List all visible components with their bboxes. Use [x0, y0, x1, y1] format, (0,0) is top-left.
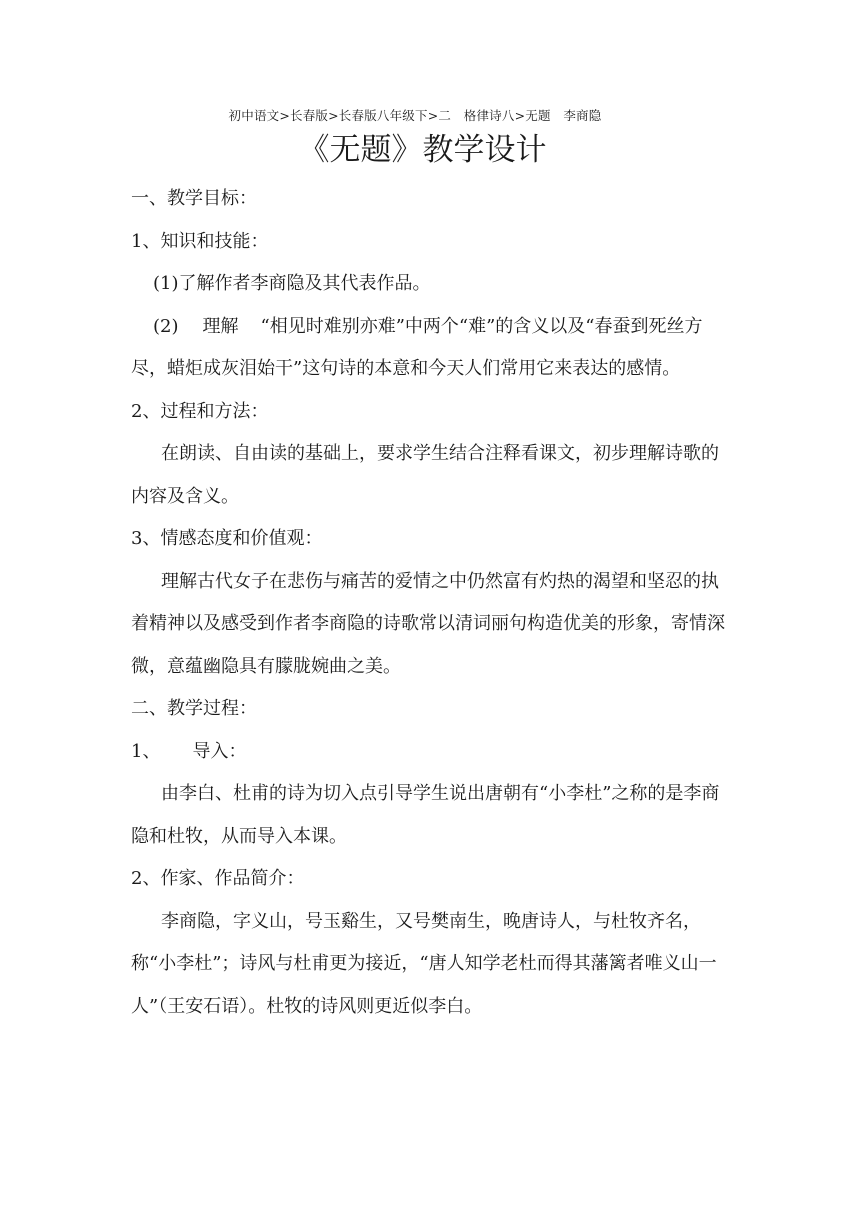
- author-heading: 2、作家、作品简介：: [131, 868, 305, 889]
- emotion-text: 理解古代女子在悲伤与痛苦的爱情之中仍然富有灼热的渴望和坚忍的执着精神以及感受到作者李商隐的诗歌常以清词丽句构造优美的形象，寄情深微，意蕴幽隐具有朦胧婉曲之美。: [131, 570, 725, 677]
- knowledge-heading: 1、知识和技能：: [131, 230, 269, 252]
- goals-heading: 一、教学目标：: [131, 188, 257, 209]
- teaching-heading: 二、教学过程：: [131, 698, 257, 719]
- emotion-heading: 3、情感态度和价值观：: [131, 528, 323, 549]
- knowledge-item-2: [131, 306, 731, 391]
- process-heading: 2、过程和方法：: [131, 400, 269, 422]
- process-text: 在朗读、自由读的基础上，要求学生结合注释看课文，初步理解诗歌的内容及含义。: [131, 443, 719, 507]
- intro-text: 由李白、杜甫的诗为切入点引导学生说出唐朝有“小李杜”之称的是李商隐和杜牧，从而导入本课。: [131, 783, 720, 847]
- intro-label: 导入：: [192, 740, 247, 762]
- breadcrumb: 初中语文>长春版>长春版八年级下>二 格律诗八>无题 李商隐: [228, 108, 602, 123]
- document-body: [131, 178, 731, 1028]
- knowledge-item-2-number: (2): [153, 315, 179, 337]
- knowledge-item-2-text: “相见时难别亦难”中两个“难”的含义以及“春蚕到死丝方尽，蜡炬成灰泪始干”这句诗的本意和今天人们常用它来表达的感情。: [131, 315, 703, 379]
- page-title: 《无题》教学设计: [298, 132, 547, 168]
- knowledge-item-2-verb: 理解: [202, 315, 239, 337]
- intro-heading: [131, 731, 731, 774]
- intro-number: 1、: [131, 740, 161, 762]
- knowledge-item-1: (1)了解作者李商隐及其代表作品。: [153, 273, 431, 294]
- author-text: 李商隐，字义山，号玉谿生，又号樊南生，晚唐诗人，与杜牧齐名，称“小李杜”；诗风与杜甫更为接近，“唐人知学老杜而得其藩篱者唯义山一人”（王安石语）。杜牧的诗风则更近似李白。: [131, 910, 717, 1017]
